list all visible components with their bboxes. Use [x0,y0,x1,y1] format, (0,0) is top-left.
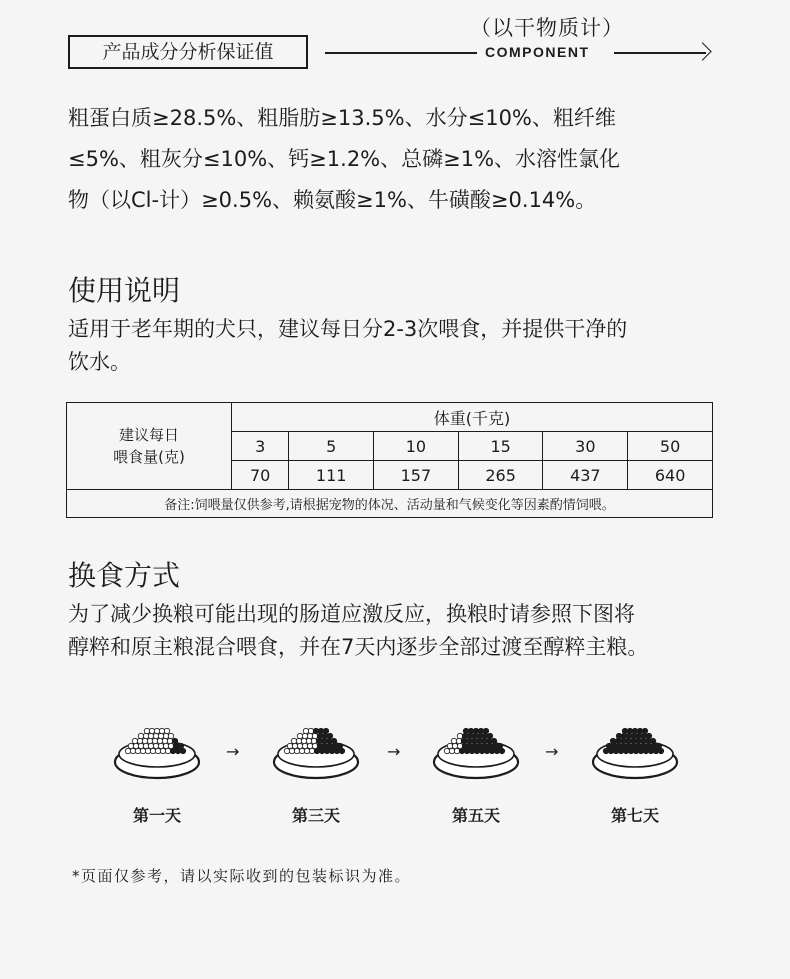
new-kibble [636,733,641,738]
new-kibble [476,738,481,743]
new-kibble [316,738,321,743]
new-kibble [173,743,178,748]
bowl-drawing [112,718,202,788]
food-bowl-icon [112,718,202,788]
arrow-right-icon [693,42,711,60]
old-kibble [302,733,307,738]
old-kibble [153,743,158,748]
new-kibble [319,748,324,753]
new-kibble [487,733,492,738]
old-kibble [167,738,172,743]
old-kibble [138,733,143,738]
new-kibble [630,738,635,743]
new-kibble [621,743,626,748]
new-kibble [322,743,327,748]
new-kibble [627,728,632,733]
new-kibble [492,743,497,748]
old-kibble [308,728,313,733]
section-title-box: 产品成分分析保证值 [68,35,308,69]
old-kibble [287,743,292,748]
old-kibble [148,743,153,748]
new-kibble [615,738,620,743]
food-bowl-icon [431,718,521,788]
old-kibble [133,743,138,748]
old-kibble [163,733,168,738]
food-bowl-icon [590,718,680,788]
new-kibble [641,743,646,748]
old-kibble [444,748,449,753]
new-kibble [646,733,651,738]
new-kibble [326,738,331,743]
new-kibble [640,738,645,743]
old-kibble [447,743,452,748]
bowl-drawing [431,718,521,788]
old-kibble [296,738,301,743]
bowl-drawing [271,718,361,788]
old-kibble [157,738,162,743]
weight-cell: 5 [289,432,374,461]
usage-title: 使用说明 [68,274,181,307]
new-kibble [327,733,332,738]
old-kibble [168,733,173,738]
old-kibble [143,743,148,748]
weight-header: 体重(千克) [232,403,713,432]
weight-cell: 30 [543,432,628,461]
new-kibble [323,728,328,733]
new-kibble [172,738,177,743]
new-kibble [482,733,487,738]
new-kibble [608,748,613,753]
day-label: 第五天 [451,806,500,825]
old-kibble [159,728,164,733]
new-kibble [324,748,329,753]
new-kibble [646,743,651,748]
arrow-icon: → [545,742,559,761]
new-kibble [466,738,471,743]
usage-line: 适用于老年期的犬只，建议每日分2-3次喂食，并提供干净的 [68,317,628,341]
row-header-line: 喂食量(克) [113,448,185,466]
old-kibble [168,743,173,748]
new-kibble [613,748,618,753]
feeding-table [66,402,713,518]
new-kibble [467,743,472,748]
usage-line: 饮水。 [68,350,131,374]
old-kibble [297,733,302,738]
new-kibble [479,748,484,753]
old-kibble [311,738,316,743]
composition-line: 粗蛋白质≥28.5%、粗脂肪≥13.5%、水分≤10%、粗纤维 [68,106,616,130]
new-kibble [474,748,479,753]
new-kibble [473,728,478,733]
new-kibble [467,733,472,738]
old-kibble [451,738,456,743]
old-kibble [301,738,306,743]
new-kibble [471,738,476,743]
new-kibble [322,733,327,738]
new-kibble [626,733,631,738]
old-kibble [312,743,317,748]
old-kibble [449,748,454,753]
old-kibble [165,748,170,753]
new-kibble [489,748,494,753]
new-kibble [180,748,185,753]
new-kibble [633,748,638,753]
usage-text [68,313,728,379]
old-kibble [294,748,299,753]
new-kibble [317,733,322,738]
old-kibble [284,748,289,753]
old-kibble [289,748,294,753]
new-kibble [637,728,642,733]
old-kibble [150,748,155,753]
new-kibble [332,743,337,748]
new-kibble [461,738,466,743]
new-kibble [636,743,641,748]
old-kibble [163,743,168,748]
old-kibble [306,738,311,743]
new-kibble [642,728,647,733]
old-kibble [152,738,157,743]
old-kibble [125,748,130,753]
old-kibble [160,748,165,753]
new-kibble [622,728,627,733]
new-kibble [621,733,626,738]
new-kibble [481,738,486,743]
new-kibble [648,748,653,753]
new-kibble [606,743,611,748]
new-kibble [175,748,180,753]
new-kibble [487,743,492,748]
new-kibble [486,738,491,743]
new-kibble [631,733,636,738]
old-kibble [452,743,457,748]
new-kibble [618,748,623,753]
old-kibble [145,748,150,753]
row-header-line: 建议每日 [118,426,179,444]
transition-line: 醇粹和原主粮混合喂食，并在7天内逐步全部过渡至醇粹主粮。 [68,635,649,659]
amount-cell: 265 [458,461,543,490]
footer-note: *页面仅参考，请以实际收到的包装标识为准。 [72,867,412,885]
old-kibble [303,728,308,733]
new-kibble [477,733,482,738]
composition-line: 物（以Cl-计）≥0.5%、赖氨酸≥1%、牛磺酸≥0.14%。 [68,188,597,212]
new-kibble [635,738,640,743]
new-kibble [339,748,344,753]
new-kibble [170,748,175,753]
new-kibble [462,743,467,748]
bowl-drawing [590,718,680,788]
old-kibble [292,743,297,748]
food-bowl-icon [271,718,361,788]
new-kibble [477,743,482,748]
new-kibble [653,748,658,753]
new-kibble [610,738,615,743]
old-kibble [154,728,159,733]
old-kibble [142,738,147,743]
old-kibble [162,738,167,743]
new-kibble [494,748,499,753]
old-kibble [454,748,459,753]
new-kibble [314,748,319,753]
old-kibble [291,738,296,743]
composition-line: ≤5%、粗灰分≤10%、钙≥1.2%、总磷≥1%、水溶性氯化 [68,147,621,171]
old-kibble [148,733,153,738]
weight-cell: 3 [232,432,289,461]
new-kibble [463,728,468,733]
new-kibble [462,733,467,738]
new-kibble [499,748,504,753]
dry-matter-basis-label: （以干物质计） [470,16,624,40]
new-kibble [656,743,661,748]
new-kibble [483,728,488,733]
new-kibble [623,748,628,753]
amount-cell: 437 [543,461,628,490]
old-kibble [143,733,148,738]
new-kibble [482,743,487,748]
old-kibble [304,748,309,753]
old-kibble [155,748,160,753]
new-kibble [469,748,474,753]
new-kibble [638,748,643,753]
weight-cell: 50 [628,432,713,461]
new-kibble [331,738,336,743]
old-kibble [138,743,143,748]
new-kibble [327,743,332,748]
new-kibble [658,748,663,753]
new-kibble [643,748,648,753]
old-kibble [128,743,133,748]
header-line-left [325,52,477,54]
new-kibble [651,743,656,748]
new-kibble [645,738,650,743]
transition-line: 为了减少换粮可能出现的肠道应激反应，换粮时请参照下图将 [68,602,635,626]
new-kibble [329,748,334,753]
new-kibble [178,743,183,748]
old-kibble [147,738,152,743]
new-kibble [484,748,489,753]
new-kibble [628,748,633,753]
new-kibble [631,743,636,748]
new-kibble [625,738,630,743]
new-kibble [318,728,323,733]
old-kibble [312,733,317,738]
table-row-header [67,403,232,490]
new-kibble [472,743,477,748]
new-kibble [641,733,646,738]
new-kibble [464,748,469,753]
new-kibble [603,748,608,753]
old-kibble [149,728,154,733]
day-label: 第七天 [610,806,659,825]
new-kibble [313,728,318,733]
new-kibble [334,748,339,753]
new-kibble [321,738,326,743]
old-kibble [299,748,304,753]
new-kibble [616,743,621,748]
amount-cell: 157 [374,461,459,490]
new-kibble [626,743,631,748]
old-kibble [307,743,312,748]
old-kibble [302,743,307,748]
new-kibble [472,733,477,738]
old-kibble [457,743,462,748]
table-note: 备注:饲喂量仅供参考,请根据宠物的体况、活动量和气候变化等因素酌情饲喂。 [67,490,713,518]
old-kibble [307,733,312,738]
composition-text [68,98,728,221]
new-kibble [650,738,655,743]
old-kibble [297,743,302,748]
new-kibble [611,743,616,748]
new-kibble [620,738,625,743]
new-kibble [459,748,464,753]
arrow-icon: → [387,742,401,761]
arrow-icon: → [226,742,240,761]
old-kibble [158,733,163,738]
day-label: 第三天 [291,806,340,825]
new-kibble [632,728,637,733]
old-kibble [309,748,314,753]
new-kibble [497,743,502,748]
amount-cell: 111 [289,461,374,490]
new-kibble [337,743,342,748]
weight-cell: 10 [374,432,459,461]
old-kibble [137,738,142,743]
amount-cell: 640 [628,461,713,490]
old-kibble [153,733,158,738]
old-kibble [135,748,140,753]
component-label: COMPONENT [485,44,590,60]
header-line-right [614,52,706,54]
old-kibble [158,743,163,748]
new-kibble [491,738,496,743]
old-kibble [132,738,137,743]
weight-cell: 15 [458,432,543,461]
transition-text [68,598,728,664]
old-kibble [457,733,462,738]
old-kibble [164,728,169,733]
new-kibble [468,728,473,733]
new-kibble [478,728,483,733]
new-kibble [317,743,322,748]
transition-title: 换食方式 [68,559,181,592]
day-label: 第一天 [132,806,181,825]
old-kibble [456,738,461,743]
amount-cell: 70 [232,461,289,490]
old-kibble [144,728,149,733]
old-kibble [140,748,145,753]
new-kibble [616,733,621,738]
old-kibble [130,748,135,753]
